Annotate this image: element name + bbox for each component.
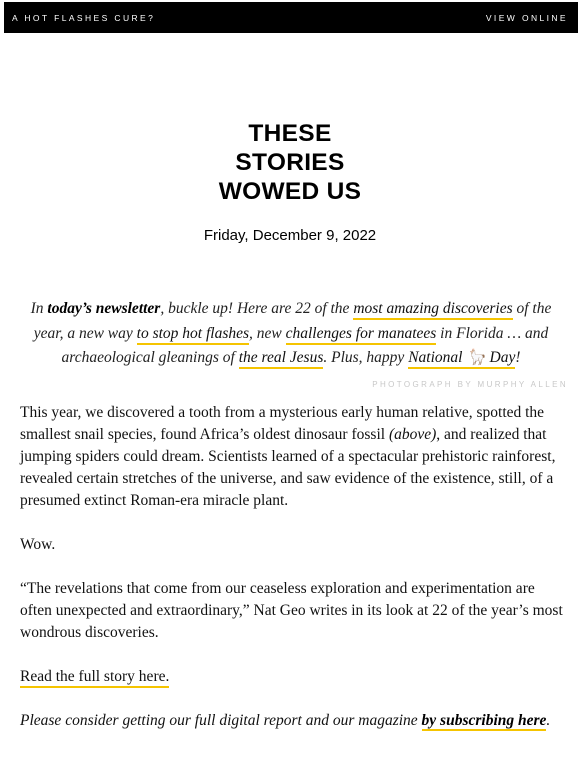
page-title: [0, 119, 580, 206]
view-online-link[interactable]: VIEW ONLINE: [485, 12, 568, 23]
manatees-link[interactable]: challenges for manatees: [286, 325, 437, 345]
title-line-3: WOWED US: [218, 178, 362, 205]
subscribe-paragraph: [20, 710, 565, 732]
intro-text-2: , buckle up! Here are 22 of the: [160, 300, 354, 317]
intro-text-6: . Plus, happy: [323, 349, 409, 366]
intro-text-1: In: [30, 300, 48, 317]
national-llama-day-link[interactable]: National 🦙 Day: [408, 349, 515, 369]
top-banner: [4, 2, 578, 33]
body-paragraph-1: [20, 402, 565, 512]
p1-text-a: This year, we discovered a tooth from a mysterious early human relative, spotted the smallest snail species, found Africa’s oldest dinosaur fossil: [20, 404, 545, 443]
hot-flashes-link[interactable]: to stop hot flashes: [137, 325, 249, 345]
subscribe-text: Please consider getting our full digital report and our magazine: [20, 712, 422, 729]
teaser-link[interactable]: A HOT FLASHES CURE?: [12, 12, 156, 23]
intro-bold: today’s newsletter: [47, 300, 161, 317]
discoveries-link[interactable]: most amazing discoveries: [353, 300, 512, 320]
photo-credit: PHOTOGRAPH BY MURPHY ALLEN: [372, 380, 568, 389]
p1-text-b: , and realized that jumping spiders could dream. Scientists learned of a spectacular prehistoric rainforest, revealed certain stretches of the universe, and saw evidence of the existence, still, of a presumed extinct Roman-era miracle plant.: [20, 426, 556, 509]
body-paragraph-3: “The revelations that come from our ceaseless exploration and experimentation are often unexpected and extraordinary,” Nat Geo writes in its look at 22 of the year’s most wondrous discoveries.: [20, 580, 563, 641]
intro-paragraph: [18, 297, 564, 371]
subscribe-link[interactable]: by subscribing here: [421, 712, 547, 729]
read-more-line: [20, 666, 565, 688]
issue-date: Friday, December 9, 2022: [203, 227, 377, 244]
intro-text-3: of the year, a new way: [33, 300, 552, 342]
read-full-story-link[interactable]: Read the full story here.: [20, 668, 169, 688]
real-jesus-link[interactable]: the real Jesus: [239, 349, 324, 369]
title-line-1: THESE: [248, 120, 332, 147]
title-line-2: STORIES: [235, 149, 345, 176]
intro-text-5: in Florida … and archaeological gleanings of: [61, 324, 549, 366]
intro-text-4: , new: [249, 324, 286, 342]
body-paragraph-2: Wow.: [20, 536, 56, 553]
subscribe-period: .: [546, 712, 551, 729]
article-body: [20, 402, 565, 754]
p1-italic: (above): [388, 426, 437, 443]
intro-text-7: !: [515, 349, 521, 366]
